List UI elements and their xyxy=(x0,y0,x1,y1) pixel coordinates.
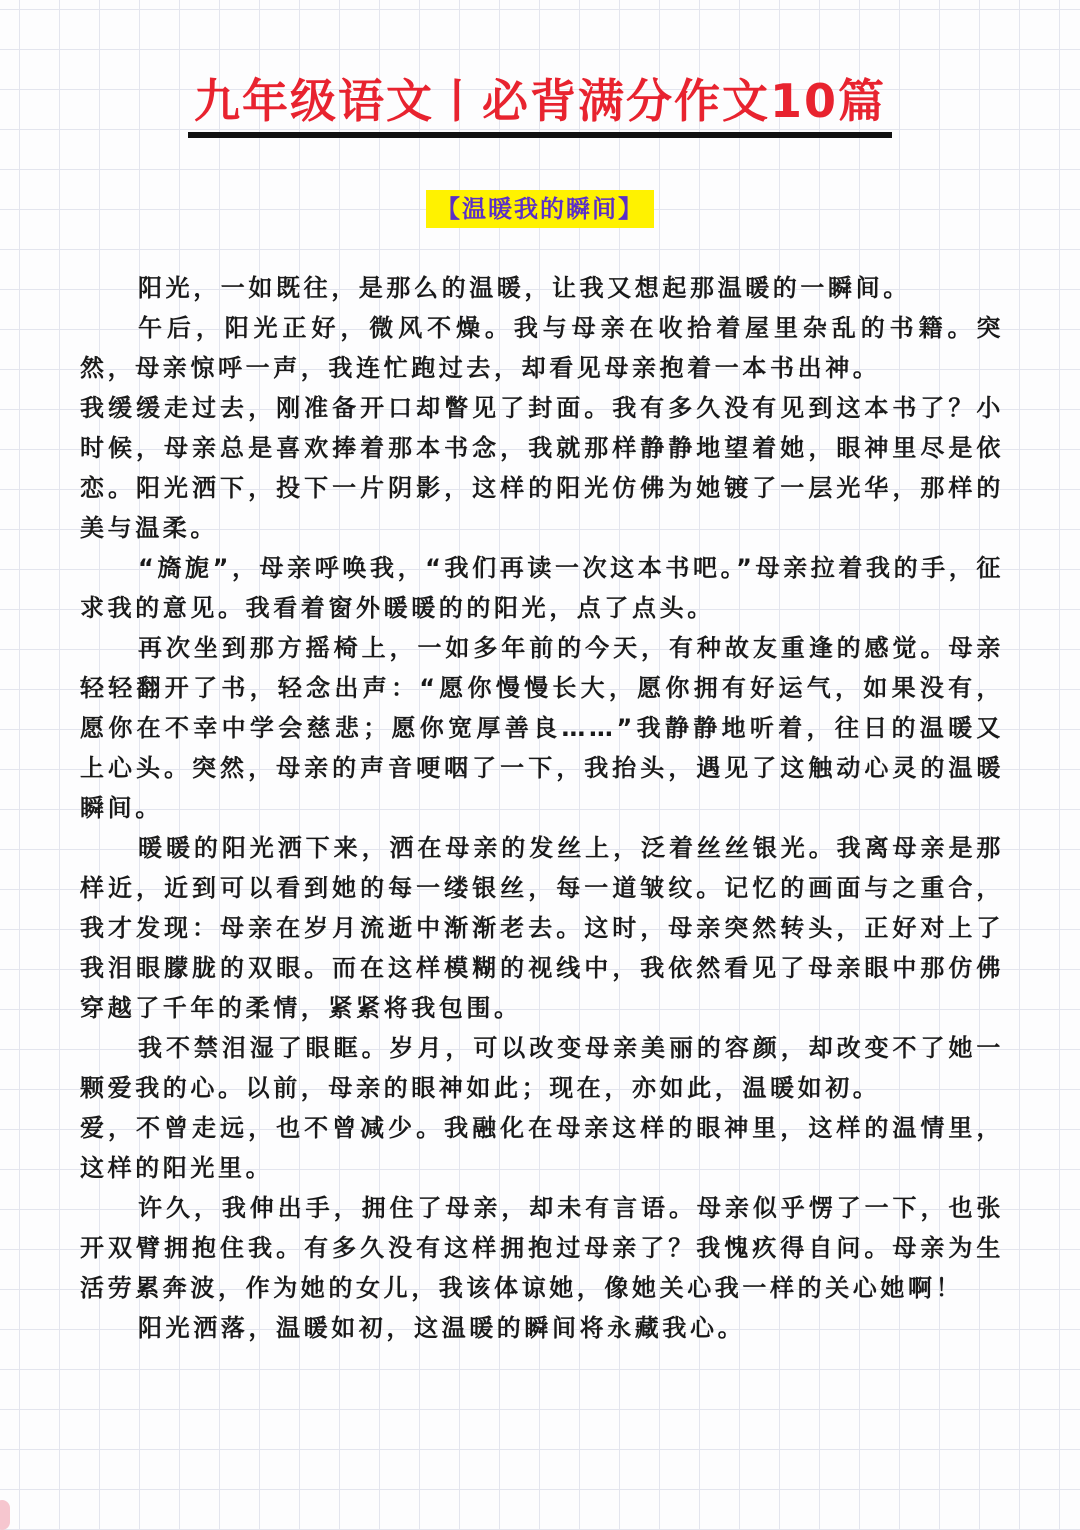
essay-paragraph-9: 许久，我伸出手，拥住了母亲，却未有言语。母亲似乎愣了一下，也张开双臂拥抱住我。有多久没有这样拥抱过母亲了？我愧疚得自问。母亲为生活劳累奔波，作为她的女儿，我该体谅她，像她关心我一样的关心她啊！ xyxy=(80,1194,1004,1302)
essay-paragraph-1: 阳光，一如既往，是那么的温暖，让我又想起那温暖的一瞬间。 xyxy=(138,274,911,302)
essay-paragraph-4: “旖旎”，母亲呼唤我，“我们再读一次这本书吧。”母亲拉着我的手，征求我的意见。我看着窗外暖暖的的阳光，点了点头。 xyxy=(80,554,1004,622)
essay-title: 【温暖我的瞬间】 xyxy=(426,190,654,228)
corner-decoration xyxy=(0,1500,10,1530)
title-container xyxy=(0,72,1080,138)
essay-body xyxy=(80,268,1004,1348)
essay-paragraph-6: 暖暖的阳光洒下来，洒在母亲的发丝上，泛着丝丝银光。我离母亲是那样近，近到可以看到她的每一缕银丝，每一道皱纹。记忆的画面与之重合，我才发现：母亲在岁月流逝中渐渐老去。这时，母亲突然转头，正好对上了我泪眼朦胧的双眼。而在这样模糊的视线中，我依然看见了母亲眼中那仿佛穿越了千年的柔情，紧紧将我包围。 xyxy=(80,834,1004,1022)
page-title: 九年级语文丨必背满分作文10篇 xyxy=(188,72,892,138)
essay-paragraph-10: 阳光洒落，温暖如初，这温暖的瞬间将永藏我心。 xyxy=(138,1314,746,1342)
essay-paragraph-8: 爱，不曾走远，也不曾减少。我融化在母亲这样的眼神里，这样的温情里，这样的阳光里。 xyxy=(80,1114,1004,1182)
essay-paragraph-3: 我缓缓走过去，刚准备开口却瞥见了封面。我有多久没有见到这本书了？小时候，母亲总是喜欢捧着那本书念，我就那样静静地望着她，眼神里尽是依恋。阳光洒下，投下一片阴影，这样的阳光仿佛为她镀了一层光华，那样的美与温柔。 xyxy=(80,394,1004,542)
essay-paragraph-5: 再次坐到那方摇椅上，一如多年前的今天，有种故友重逢的感觉。母亲轻轻翻开了书，轻念出声：“愿你慢慢长大，愿你拥有好运气，如果没有，愿你在不幸中学会慈悲；愿你宽厚善良……”我静静地听着，往日的温暖又上心头。突然，母亲的声音哽咽了一下，我抬头，遇见了这触动心灵的温暖瞬间。 xyxy=(80,634,1004,822)
essay-paragraph-7: 我不禁泪湿了眼眶。岁月，可以改变母亲美丽的容颜，却改变不了她一颗爱我的心。以前，母亲的眼神如此；现在，亦如此，温暖如初。 xyxy=(80,1034,1004,1102)
subtitle-container xyxy=(0,190,1080,228)
essay-paragraph-2: 午后，阳光正好，微风不燥。我与母亲在收拾着屋里杂乱的书籍。突然，母亲惊呼一声，我连忙跑过去，却看见母亲抱着一本书出神。 xyxy=(80,314,1004,382)
